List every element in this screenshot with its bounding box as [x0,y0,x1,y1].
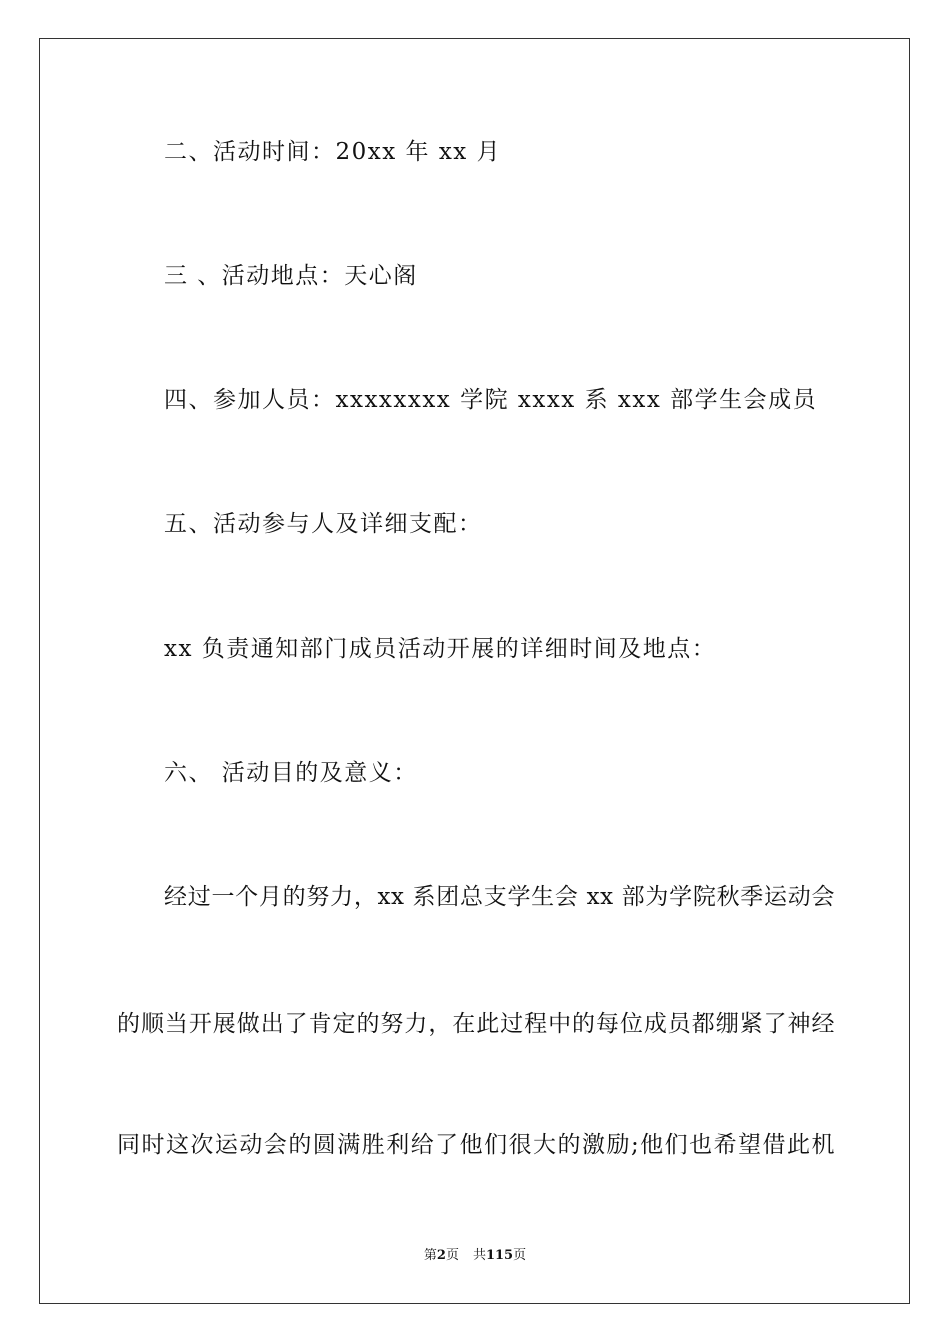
section-activity-time: 二、活动时间：20xx 年 xx 月 [164,139,502,165]
paragraph-line-3: 同时这次运动会的圆满胜利给了他们很大的激励;他们也希望借此机 [117,1132,835,1158]
footer-page-prefix: 第 [423,1248,437,1263]
section-purpose-heading: 六、 活动目的及意义： [164,760,418,786]
section-activity-location: 三 、活动地点：天心阁 [164,263,418,289]
section-participants: 四、参加人员：xxxxxxxx 学院 xxxx 系 xxx 部学生会成员 [164,387,818,413]
footer-total-prefix: 共 [472,1248,486,1263]
footer-total-pages: 115 [485,1248,514,1263]
paragraph-line-2: 的顺当开展做出了肯定的努力，在此过程中的每位成员都绷紧了神经 [117,1011,835,1037]
section-arrangement-heading: 五、活动参与人及详细支配： [164,511,483,537]
footer-page-suffix: 页 [445,1248,459,1263]
paragraph-line-1: 经过一个月的努力，xx 系团总支学生会 xx 部为学院秋季运动会 [164,884,835,910]
footer-total-suffix: 页 [513,1248,527,1263]
page-frame [39,38,910,1304]
footer-page-number: 2 [436,1248,446,1263]
arrangement-item: xx 负责通知部门成员活动开展的详细时间及地点： [164,636,717,662]
page-footer [0,1247,950,1265]
